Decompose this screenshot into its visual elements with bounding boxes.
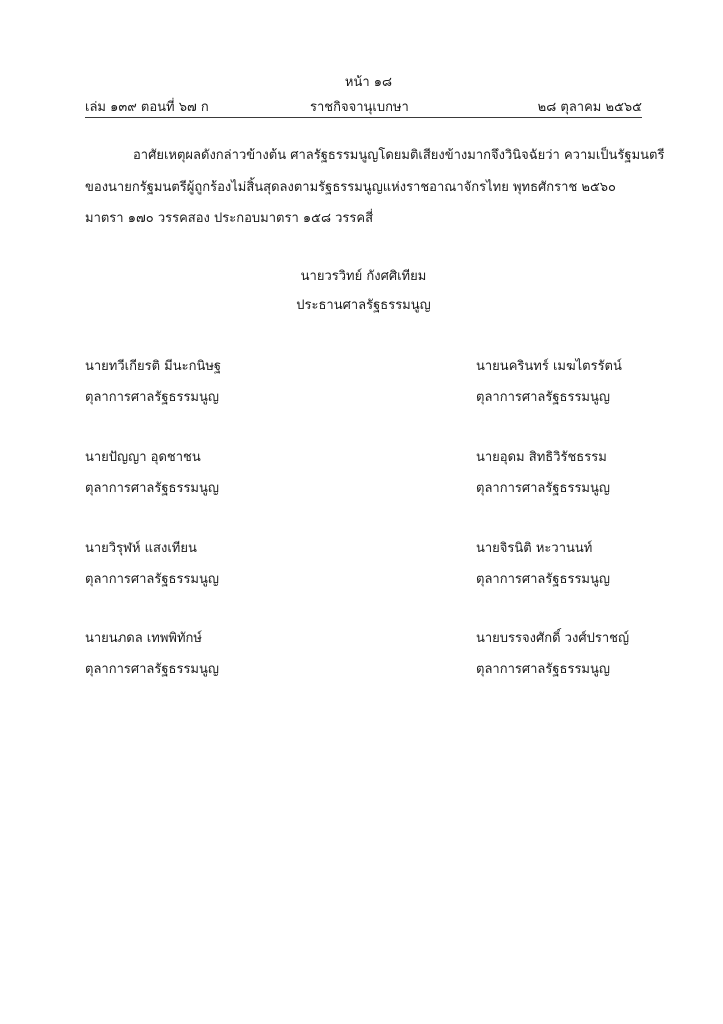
- president-title: ประธานศาลรัฐธรรมนูญ: [296, 298, 431, 313]
- gazette-name: ราชกิจจานุเบกษา: [310, 100, 409, 115]
- gazette-header: [85, 96, 642, 114]
- judge-name: นายทวีเกียรติ มีนะกนิษฐ: [85, 359, 222, 374]
- judge-name: นายจิรนิติ หะวานนท์: [476, 541, 593, 556]
- ruling-line-1: อาศัยเหตุผลดังกล่าวข้างต้น ศาลรัฐธรรมนูญโดยมติเสียงข้างมากจึงวินิจฉัยว่า ความเป็นรัฐมนตรี: [133, 148, 665, 163]
- judge-name: นายบรรจงศักดิ์ วงศ์ปราชญ์: [476, 631, 630, 646]
- judge-title: ตุลาการศาลรัฐธรรมนูญ: [85, 390, 219, 405]
- judge-signature: [476, 537, 610, 589]
- judge-signature: [85, 355, 221, 407]
- judge-signature: [85, 627, 219, 679]
- judge-name: นายนภดล เทพพิทักษ์: [85, 631, 202, 646]
- judge-title: ตุลาการศาลรัฐธรรมนูญ: [85, 572, 219, 587]
- page-number: หน้า ๑๘: [344, 75, 393, 90]
- judge-signature: [476, 446, 610, 498]
- judge-name: นายอุดม สิทธิวิรัชธรรม: [476, 450, 607, 465]
- header-divider: [85, 117, 642, 118]
- judge-title: ตุลาการศาลรัฐธรรมนูญ: [476, 572, 610, 587]
- judge-signature: [476, 355, 622, 407]
- judge-title: ตุลาการศาลรัฐธรรมนูญ: [85, 481, 219, 496]
- president-name: นายวรวิทย์ กังศศิเทียม: [300, 269, 427, 284]
- judge-title: ตุลาการศาลรัฐธรรมนูญ: [476, 662, 610, 677]
- judge-name: นายวิรุฬห์ แสงเทียน: [85, 541, 197, 556]
- judge-name: นายนครินทร์ เมฆไตรรัตน์: [476, 359, 622, 374]
- ruling-line-2: ของนายกรัฐมนตรีผู้ถูกร้องไม่สิ้นสุดลงตามรัฐธรรมนูญแห่งราชอาณาจักรไทย พุทธศักราช ๒๕๖๐: [85, 180, 616, 195]
- judge-title: ตุลาการศาลรัฐธรรมนูญ: [476, 481, 610, 496]
- judge-title: ตุลาการศาลรัฐธรรมนูญ: [476, 390, 610, 405]
- judge-signature: [85, 537, 219, 589]
- judge-name: นายปัญญา อุดชาชน: [85, 450, 201, 465]
- volume-issue: เล่ม ๑๓๙ ตอนที่ ๖๗ ก: [85, 100, 209, 115]
- judge-signature: [85, 446, 219, 498]
- publication-date: ๒๘ ตุลาคม ๒๕๖๕: [537, 100, 642, 115]
- judge-title: ตุลาการศาลรัฐธรรมนูญ: [85, 662, 219, 677]
- judge-signature: [476, 627, 629, 679]
- ruling-line-3: มาตรา ๑๗๐ วรรคสอง ประกอบมาตรา ๑๕๘ วรรคสี่: [85, 211, 374, 226]
